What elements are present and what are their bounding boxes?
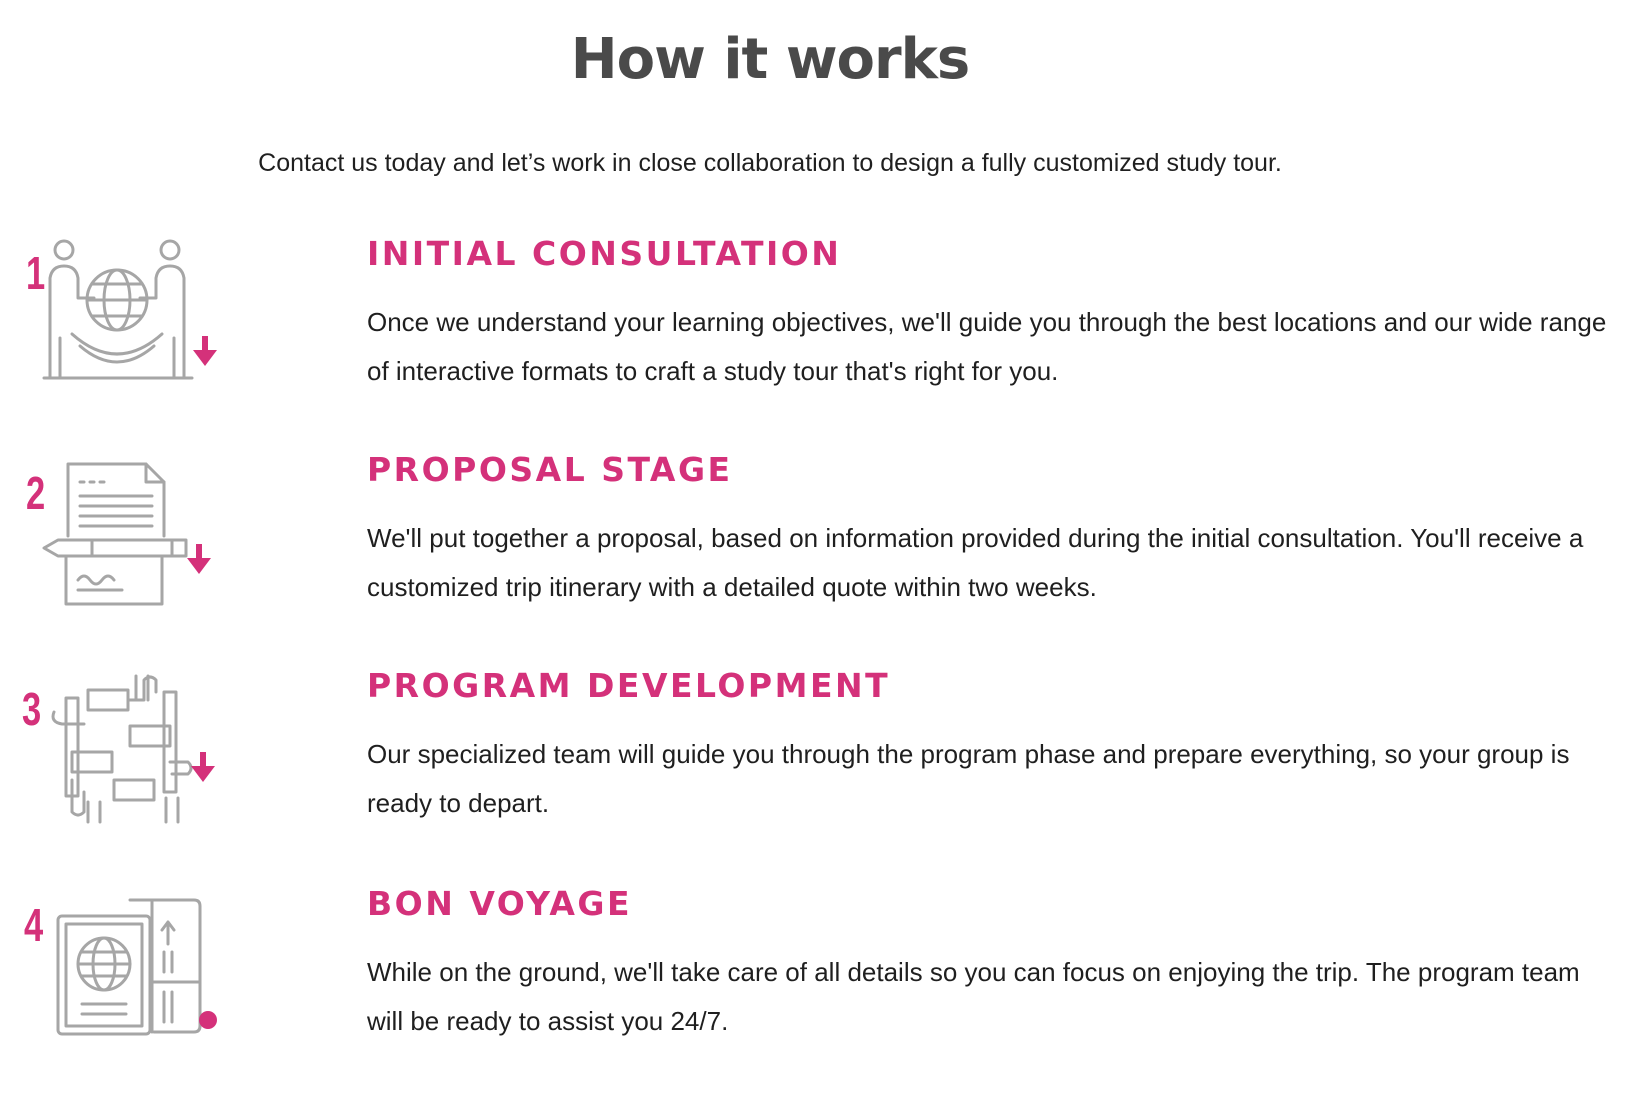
down-arrow-icon xyxy=(187,544,211,574)
step-heading: INITIAL CONSULTATION xyxy=(367,234,842,273)
step-number: 4 xyxy=(24,899,44,951)
step-4 xyxy=(0,884,1630,1090)
step-heading: BON VOYAGE xyxy=(367,884,633,923)
passport-ticket-icon xyxy=(22,890,232,1050)
step-2-illustration xyxy=(22,456,232,616)
step-heading: PROGRAM DEVELOPMENT xyxy=(367,666,891,705)
step-1-illustration xyxy=(22,238,232,398)
step-3 xyxy=(0,666,1630,872)
handshake-globe-icon xyxy=(22,238,232,398)
step-number: 1 xyxy=(26,247,46,299)
end-dot-icon xyxy=(199,1011,217,1029)
step-number: 3 xyxy=(22,683,42,735)
down-arrow-icon xyxy=(193,336,217,366)
step-description: While on the ground, we'll take care of all details so you can focus on enjoying the trip. The program team will be ready to assist you 24/7. xyxy=(367,957,1580,1036)
step-1 xyxy=(0,234,1630,438)
step-number: 2 xyxy=(26,467,46,519)
step-description: Once we understand your learning objectives, we'll guide you through the best locations and our wide range of interactive formats to craft a study tour that's right for you. xyxy=(367,307,1607,386)
intro-text: Contact us today and let’s work in close collaboration to design a fully customized study tour. xyxy=(258,149,1282,177)
step-2 xyxy=(0,450,1630,656)
teamwork-hands-icon xyxy=(22,672,232,832)
down-arrow-icon xyxy=(191,752,215,782)
page-title: How it works xyxy=(570,27,970,92)
step-3-illustration xyxy=(22,672,232,832)
step-description: Our specialized team will guide you through the program phase and prepare everything, so your group is ready to depart. xyxy=(367,739,1570,818)
step-description: We'll put together a proposal, based on information provided during the initial consultation. You'll receive a customized trip itinerary with a detailed quote within two weeks. xyxy=(367,523,1584,602)
document-pen-icon xyxy=(22,456,232,616)
step-heading: PROPOSAL STAGE xyxy=(367,450,733,489)
step-4-illustration xyxy=(22,890,232,1050)
